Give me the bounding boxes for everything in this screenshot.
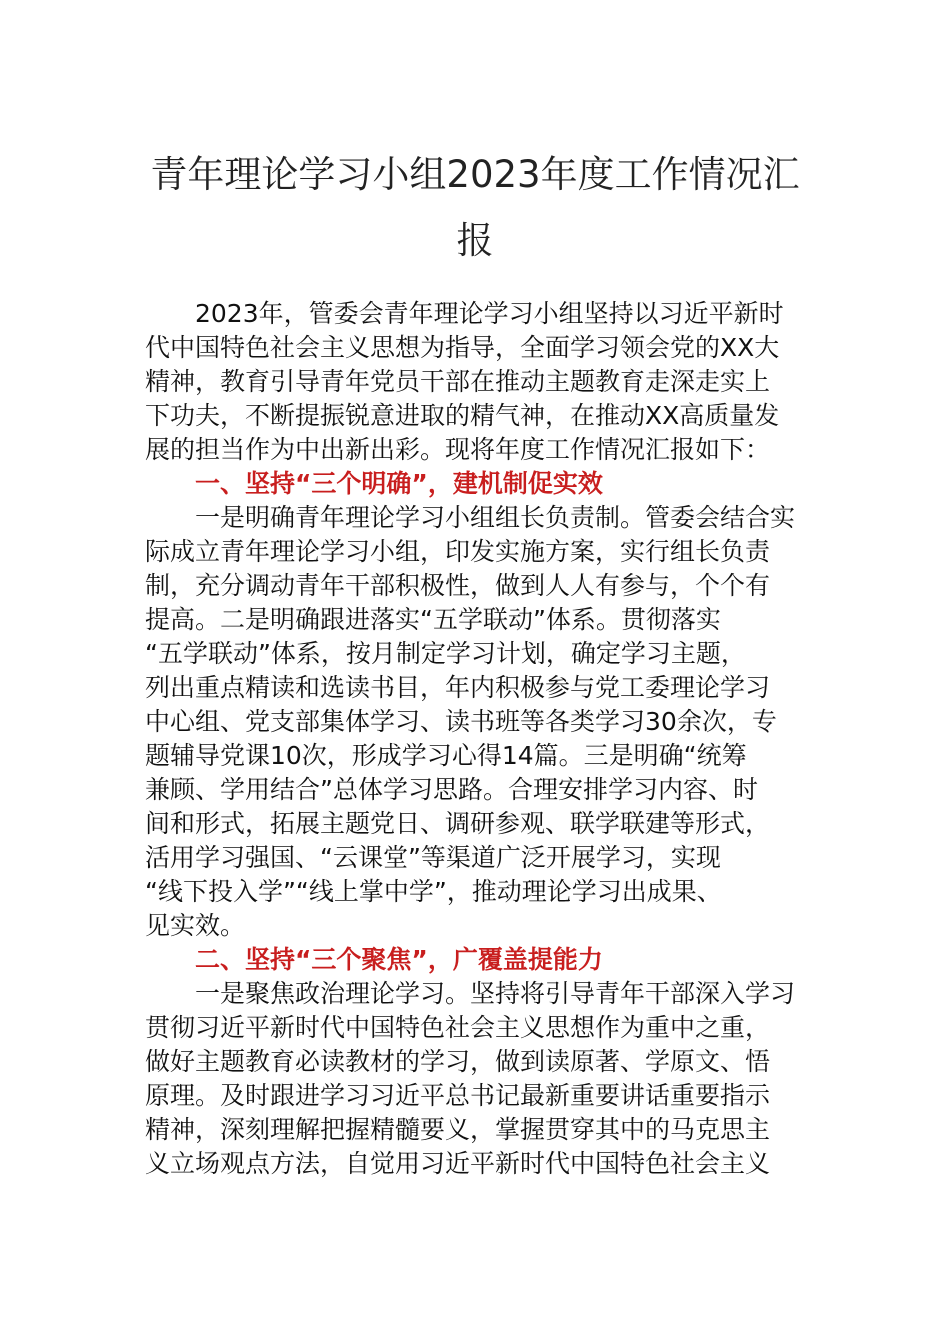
paragraph-line: 活用学习强国、“云课堂”等渠道广泛开展学习，实现 — [145, 843, 721, 872]
paragraph-line: 展的担当作为中出新出彩。现将年度工作情况汇报如下： — [145, 435, 771, 464]
paragraph-line: 制，充分调动青年干部积极性，做到人人有参与，个个有 — [145, 571, 771, 600]
paragraph-line: 精神，深刻理解把握精髓要义，掌握贯穿其中的马克思主 — [145, 1115, 771, 1144]
paragraph-line: 一是明确青年理论学习小组组长负责制。管委会结合实 — [145, 503, 796, 532]
paragraph-line: 下功夫，不断提振锐意进取的精气神，在推动XX高质量发 — [145, 401, 780, 430]
paragraph-line: 见实效。 — [145, 911, 246, 940]
paragraph-line: 列出重点精读和选读书目，年内积极参与党工委理论学习 — [145, 673, 771, 702]
paragraph-line: 做好主题教育必读教材的学习，做到读原著、学原文、悟 — [145, 1047, 771, 1076]
paragraph-line: 中心组、党支部集体学习、读书班等各类学习30余次，专 — [145, 707, 777, 736]
paragraph-line: 际成立青年理论学习小组，印发实施方案，实行组长负责 — [145, 537, 771, 566]
paragraph-line: 题辅导党课10次，形成学习心得14篇。三是明确“统筹 — [145, 741, 747, 770]
paragraph-line: 提高。二是明确跟进落实“五学联动”体系。贯彻落实 — [145, 605, 721, 634]
paragraph-line: 原理。及时跟进学习习近平总书记最新重要讲话重要指示 — [145, 1081, 771, 1110]
paragraph-line: 义立场观点方法，自觉用习近平新时代中国特色社会主义 — [145, 1149, 771, 1178]
section-heading-2: 二、坚持“三个聚焦”，广覆盖提能力 — [145, 945, 603, 974]
paragraph-line: 一是聚焦政治理论学习。坚持将引导青年干部深入学习 — [145, 979, 796, 1008]
document-title-line-1: 青年理论学习小组2023年度工作情况汇 — [150, 153, 800, 196]
paragraph-line: 间和形式，拓展主题党日、调研参观、联学联建等形式， — [145, 809, 771, 838]
section-heading-1: 一、坚持“三个明确”，建机制促实效 — [145, 469, 603, 498]
paragraph-line: “五学联动”体系，按月制定学习计划，确定学习主题， — [145, 639, 746, 668]
paragraph-line: 代中国特色社会主义思想为指导，全面学习领会党的XX大 — [145, 333, 780, 362]
paragraph-line: 精神，教育引导青年党员干部在推动主题教育走深走实上 — [145, 367, 771, 396]
paragraph-line: “线下投入学”“线上掌中学”，推动理论学习出成果、 — [145, 877, 722, 906]
paragraph-line: 2023年，管委会青年理论学习小组坚持以习近平新时 — [145, 299, 784, 328]
paragraph-line: 贯彻习近平新时代中国特色社会主义思想作为重中之重， — [145, 1013, 771, 1042]
paragraph-line: 兼顾、学用结合”总体学习思路。合理安排学习内容、时 — [145, 775, 758, 804]
document-title-line-2: 报 — [456, 219, 494, 262]
